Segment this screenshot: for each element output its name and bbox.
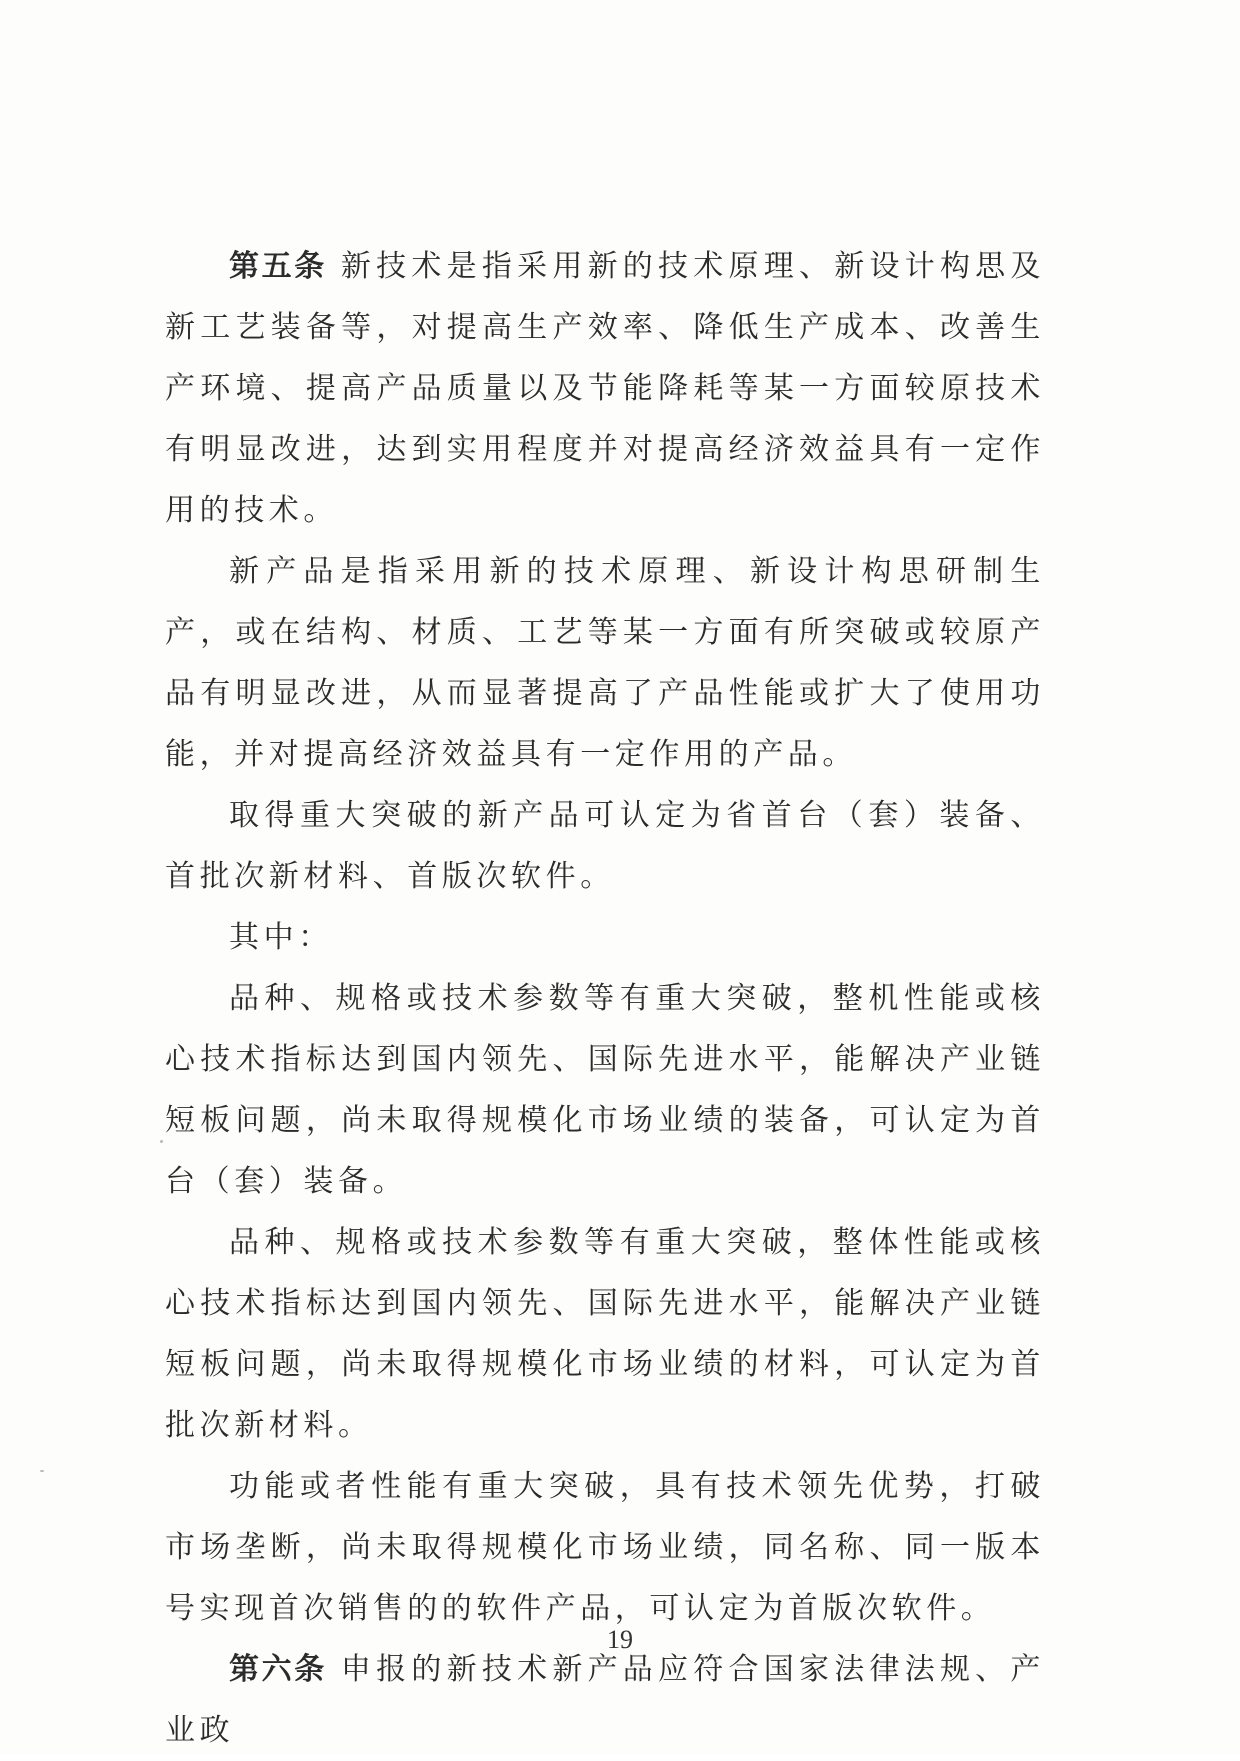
article-5-heading: 第五条	[229, 249, 327, 284]
document-body	[165, 236, 1045, 1761]
article-6-text: 申报的新技术新产品应符合国家法律法规、产业政	[165, 1652, 1046, 1748]
page-number: 19	[607, 1625, 633, 1654]
first-batch-material-paragraph: 品种、规格或技术参数等有重大突破，整体性能或核心技术指标达到国内领先、国际先进水平，能解决产业链短板问题，尚未取得规模化市场业绩的材料，可认定为首批次新材料。	[165, 1225, 1045, 1443]
among-them-label: 其中：	[229, 920, 333, 955]
major-breakthrough-paragraph: 取得重大突破的新产品可认定为省首台（套）装备、首批次新材料、首版次软件。	[165, 798, 1045, 894]
first-set-equipment-paragraph: 品种、规格或技术参数等有重大突破，整机性能或核心技术指标达到国内领先、国际先进水平，能解决产业链短板问题，尚未取得规模化市场业绩的装备，可认定为首台（套）装备。	[165, 981, 1045, 1199]
scan-speck	[160, 1140, 163, 1143]
article-5-text: 新技术是指采用新的技术原理、新设计构思及新工艺装备等，对提高生产效率、降低生产成本、改善生产环境、提高产品质量以及节能降耗等某一方面较原技术有明显改进，达到实用程度并对提高经济效益具有一定作用的技术。	[165, 249, 1046, 528]
first-version-software-paragraph: 功能或者性能有重大突破，具有技术领先优势，打破市场垄断，尚未取得规模化市场业绩，同名称、同一版本号实现首次销售的的软件产品，可认定为首版次软件。	[165, 1469, 1045, 1626]
article-6-heading: 第六条	[229, 1652, 327, 1687]
new-product-definition: 新产品是指采用新的技术原理、新设计构思研制生产，或在结构、材质、工艺等某一方面有所突破或较原产品有明显改进，从而显著提高了产品性能或扩大了使用功能，并对提高经济效益具有一定作用的产品。	[165, 554, 1045, 772]
scan-speck	[40, 1470, 44, 1472]
article-6-paragraph	[165, 1639, 1045, 1761]
article-5-paragraph	[165, 236, 1045, 541]
